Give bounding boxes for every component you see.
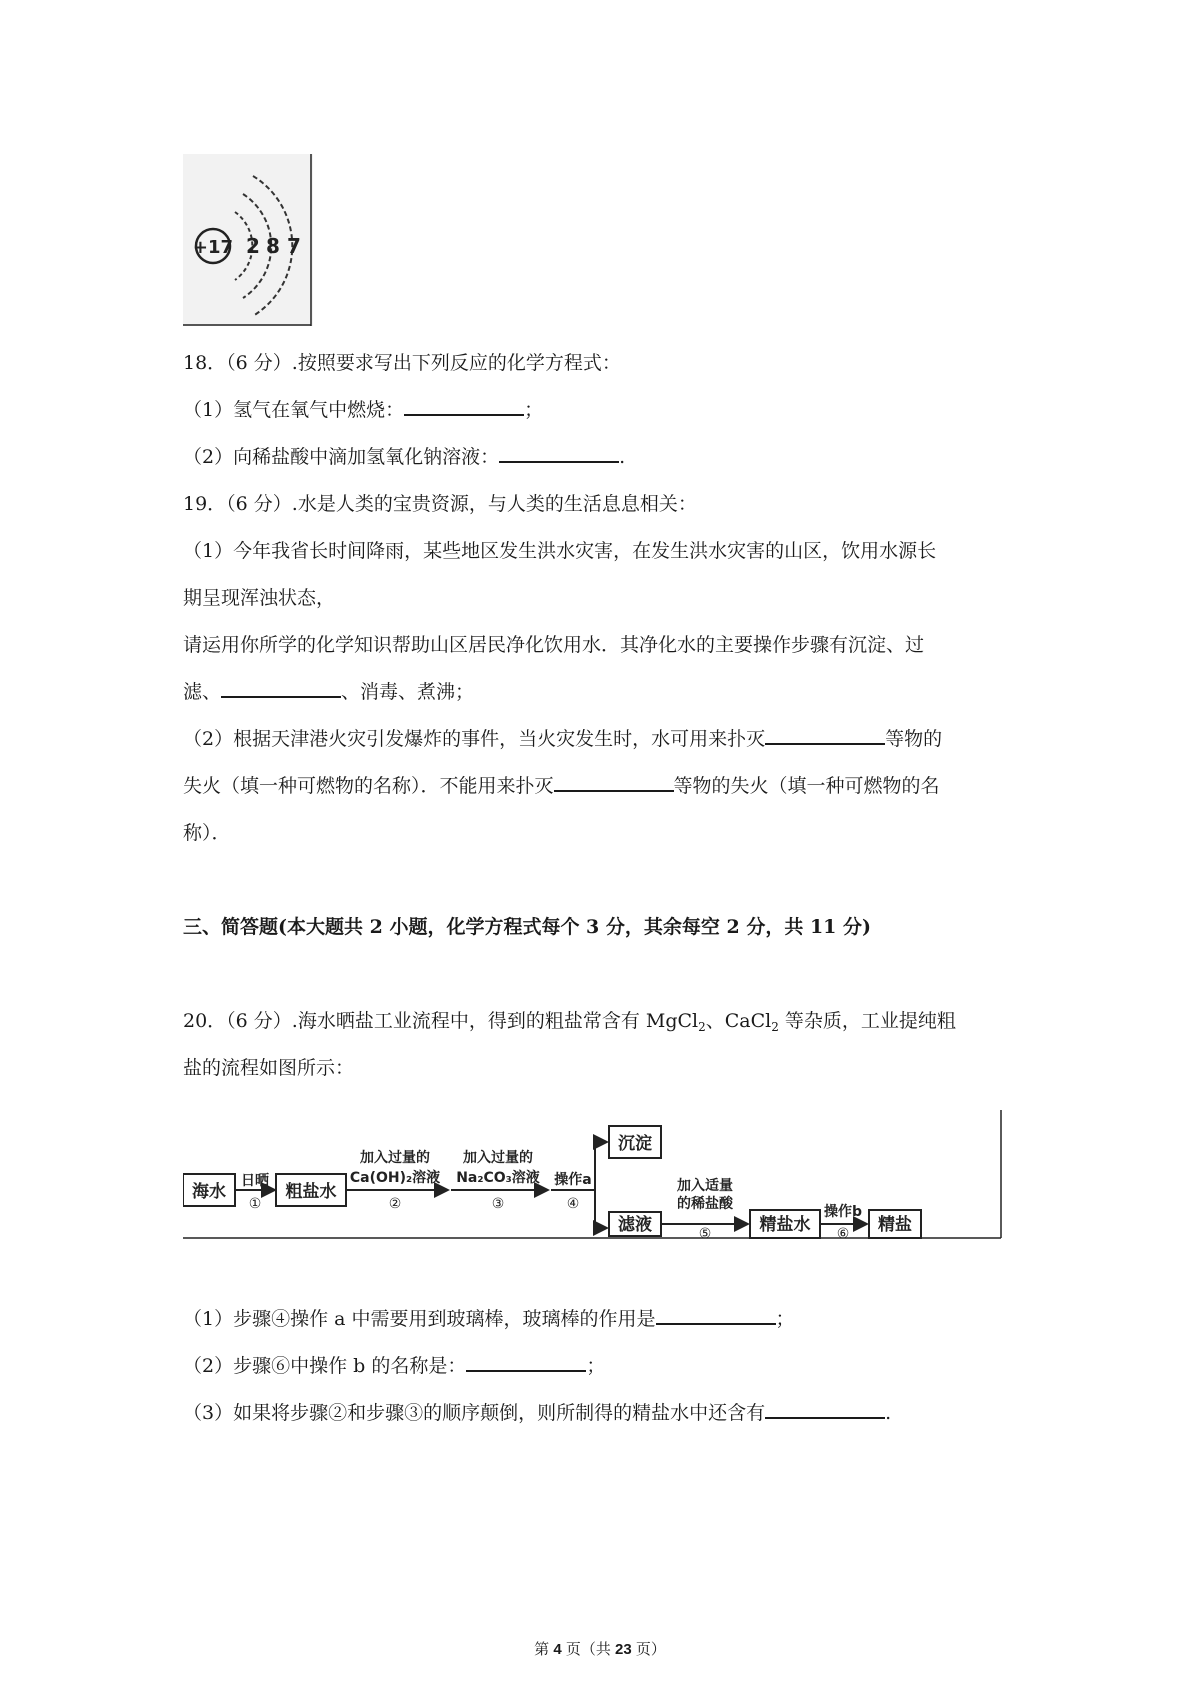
step3-number: ③ — [491, 1196, 505, 1212]
step2-label-1: 加入过量的 — [360, 1150, 430, 1166]
q20-title-post: 等杂质，工业提纯粗 — [778, 1010, 956, 1032]
answer-blank[interactable] — [554, 772, 674, 792]
q19-part2-line3: 称）． — [183, 822, 231, 844]
answer-blank[interactable] — [656, 1305, 776, 1325]
q18-title: 18．（6 分）.按照要求写出下列反应的化学方程式： — [183, 352, 621, 374]
step3-label-1: 加入过量的 — [463, 1150, 533, 1166]
q18-part1-text: （1）氢气在氧气中燃烧： — [183, 399, 405, 421]
q19-part1-line1: （1）今年我省长时间降雨，某些地区发生洪水灾害，在发生洪水灾害的山区，饮用水源长 — [183, 540, 937, 562]
step2-number: ② — [388, 1196, 402, 1212]
shell-electrons-3: 7 — [287, 234, 301, 258]
answer-blank[interactable] — [404, 396, 524, 416]
footer-page-number: 4 — [553, 1641, 562, 1658]
step6-number: ⑥ — [836, 1226, 850, 1242]
step5-number: ⑤ — [698, 1226, 712, 1242]
shell-electrons-1: 2 — [246, 234, 260, 258]
step4-label: 操作a — [554, 1172, 592, 1188]
box-refined-brine-label: 精盐水 — [759, 1215, 811, 1235]
answer-blank[interactable] — [221, 678, 341, 698]
answer-blank[interactable] — [765, 1399, 885, 1419]
q19-p2a-post: 等物的 — [885, 728, 943, 750]
box-refined-salt-label: 精盐 — [878, 1215, 912, 1235]
q20-part1 — [183, 1305, 795, 1333]
q20-title-pre: 20．（6 分）.海水晒盐工业流程中，得到的粗盐常含有 MgCl — [183, 1010, 699, 1032]
q19-p2a-pre: （2）根据天津港火灾引发爆炸的事件，当火灾发生时，水可用来扑灭 — [183, 728, 766, 750]
q20-title-mid: 、CaCl — [705, 1010, 772, 1032]
q20-part1-end: ； — [775, 1308, 795, 1330]
step2-label-2: Ca(OH)₂溶液 — [349, 1170, 441, 1186]
q20-title-line1 — [183, 1007, 956, 1035]
q19-p1d-post: 、消毒、煮沸； — [341, 681, 475, 703]
q19-p2b-post: 等物的失火（填一种可燃物的名 — [673, 775, 940, 797]
q20-subscript-1: 2 — [698, 1020, 706, 1034]
q19-title: 19．（6 分）.水是人类的宝贵资源，与人类的生活息息相关： — [183, 493, 697, 515]
atom-structure-diagram — [183, 154, 313, 326]
step6-label: 操作b — [823, 1204, 863, 1220]
box-crude-brine-label: 粗盐水 — [285, 1182, 337, 1202]
step1-number: ① — [248, 1196, 262, 1212]
q20-part3-end: . — [885, 1402, 892, 1424]
q20-part3 — [183, 1399, 891, 1427]
q20-subscript-2: 2 — [771, 1020, 779, 1034]
q18-part2-text: （2）向稀盐酸中滴加氢氧化钠溶液： — [183, 446, 500, 468]
q18-part2 — [183, 443, 625, 471]
nucleus-charge: +17 — [192, 237, 234, 258]
q19-part1-line4 — [183, 678, 474, 706]
answer-blank[interactable] — [466, 1352, 586, 1372]
q20-part1-text: （1）步骤④操作 a 中需要用到玻璃棒，玻璃棒的作用是 — [183, 1308, 656, 1330]
q19-part1-line3: 请运用你所学的化学知识帮助山区居民净化饮用水．其净化水的主要操作步骤有沉淀、过 — [183, 634, 925, 656]
page-footer — [0, 1638, 1200, 1659]
footer-mid: 页（共 — [561, 1641, 615, 1658]
box-seawater-label: 海水 — [192, 1182, 226, 1202]
step4-number: ④ — [566, 1196, 580, 1212]
shell-electrons-2: 8 — [266, 234, 280, 258]
footer-post: 页） — [631, 1641, 666, 1658]
step3-label-2: Na₂CO₃溶液 — [456, 1170, 540, 1186]
q19-part2-line2 — [183, 772, 940, 800]
q19-part1-line2: 期呈现浑浊状态， — [183, 587, 336, 609]
answer-blank[interactable] — [765, 725, 885, 745]
step1-label: 日晒 — [241, 1173, 269, 1189]
section-heading: 三、简答题(本大题共 2 小题，化学方程式每个 3 分，其余每空 2 分，共 11 分) — [183, 916, 872, 938]
q18-part2-end: . — [619, 446, 626, 468]
q19-part2-line1 — [183, 725, 942, 753]
step5-label-2: 的稀盐酸 — [677, 1196, 733, 1212]
step5-label-1: 加入适量 — [677, 1178, 733, 1194]
answer-blank[interactable] — [499, 443, 619, 463]
q20-title-line2: 盐的流程如图所示： — [183, 1057, 355, 1079]
q18-part1-end: ； — [524, 399, 544, 421]
box-precipitate-label: 沉淀 — [618, 1134, 652, 1154]
q20-part2-end: ； — [586, 1355, 606, 1377]
q20-part2-text: （2）步骤⑥中操作 b 的名称是： — [183, 1355, 467, 1377]
box-filtrate-label: 滤液 — [618, 1215, 652, 1235]
salt-purification-flowchart — [183, 1110, 1003, 1242]
footer-total-pages: 23 — [615, 1641, 632, 1658]
footer-pre: 第 — [534, 1641, 554, 1658]
q20-part2 — [183, 1352, 605, 1380]
q19-p2b-pre: 失火（填一种可燃物的名称）．不能用来扑灭 — [183, 775, 554, 797]
q19-p1d-pre: 滤、 — [183, 681, 222, 703]
q20-part3-text: （3）如果将步骤②和步骤③的顺序颠倒，则所制得的精盐水中还含有 — [183, 1402, 766, 1424]
q18-part1 — [183, 396, 543, 424]
